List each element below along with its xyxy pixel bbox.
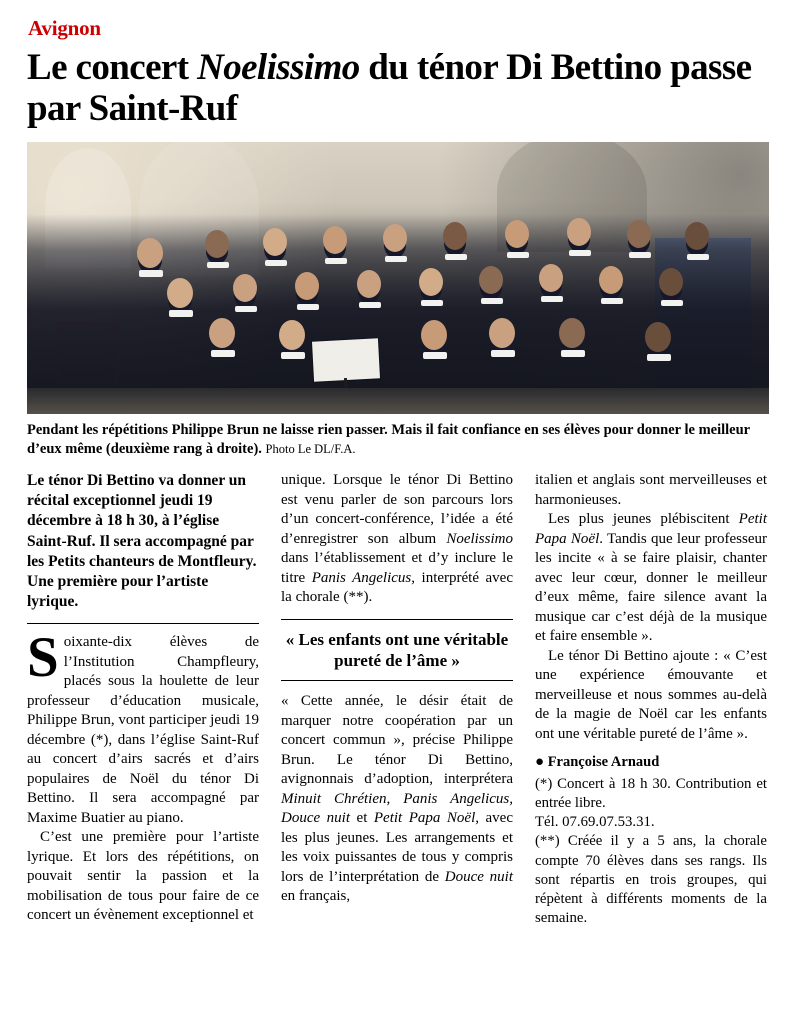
song-title: Petit Papa Noël bbox=[373, 810, 476, 827]
paragraph: italien et anglais sont merveilleuses et harmonieuses. bbox=[535, 472, 767, 508]
paragraph-text: unique. Lorsque le ténor Di Bettino est venu parler de son parcours lors d’un concert-conférence, l’idée a été d’enregistrer son album bbox=[281, 472, 513, 547]
choir-heads bbox=[27, 142, 769, 414]
song-title: Petit Papa Noël bbox=[535, 511, 767, 547]
paragraph-text: « Cette année, le désir était de marquer notre coopération par un concert commun », précise Philippe Brun. Le ténor Di Bettino, avignonnais d’adoption, interprétera bbox=[281, 693, 513, 788]
paragraph bbox=[27, 626, 259, 828]
divider bbox=[27, 623, 259, 624]
photo-credit: Photo Le DL/F.A. bbox=[265, 442, 356, 456]
page-title bbox=[27, 47, 768, 130]
article-body bbox=[27, 471, 769, 928]
paragraph-text: . Tandis que leur professeur les incite « à se faire plaisir, chanter avec leur cœur, donner le meilleur d’eux même, faire silence avant la musique car c’est déjà de la musique et faire ensemble ». bbox=[535, 530, 767, 645]
drop-cap: S bbox=[27, 626, 59, 690]
standfirst: Le ténor Di Bettino va donner un récital exceptionnel jeudi 19 décembre à 18 h 30, à l’église Saint-Ruf. Il sera accompagné par les Petits chanteurs de Montfleury. Une première pour l’artiste lyrique. bbox=[27, 472, 257, 610]
album-title: Noelissimo bbox=[446, 530, 513, 547]
caption-text: Pendant les répétitions Philippe Brun ne laisse rien passer. Mais il fait confiance en ses élèves pour donner le meilleur d’eux même (deuxième rang à droite). bbox=[27, 421, 750, 457]
headline-part-1: Le concert bbox=[27, 47, 198, 88]
paragraph-text: et bbox=[350, 810, 374, 827]
song-titles: Minuit Chrétien, Panis Angelicus, Douce nuit bbox=[281, 790, 513, 827]
byline bbox=[535, 753, 767, 773]
paragraph: Le ténor Di Bettino ajoute : « C’est une expérience émouvante et merveilleuse et nous sommes au-delà de la magie de Noël car les enfants ont une véritable pureté de l’âme ». bbox=[535, 647, 767, 742]
paragraph bbox=[281, 692, 513, 907]
song-title: Panis Angelicus bbox=[311, 569, 412, 586]
paragraph bbox=[535, 510, 767, 647]
footnote: (**) Créée il y a 5 ans, la chorale compte 70 élèves dans ses rangs. Ils sont répartis en trois groupes, qui répètent à différents moments de la semaine. bbox=[535, 833, 767, 927]
paragraph: C’est une première pour l’artiste lyrique. Et lors des répétitions, on pouvait sentir la passion et la mobilisation de tous pour faire de ce concert un évènement exceptionnel et bbox=[27, 829, 259, 924]
paragraph-text: , avec les plus jeunes. Les arrangements et les voix puissantes de tous y compris lors de l’interprétation de bbox=[281, 810, 513, 885]
column-3 bbox=[535, 471, 767, 928]
paragraph-text: Les plus jeunes plébiscitent bbox=[548, 511, 739, 528]
section-kicker: Avignon bbox=[28, 16, 101, 40]
headline-italic-title: Noelissimo bbox=[197, 47, 360, 88]
bullet-icon: ● bbox=[535, 754, 545, 771]
column-1 bbox=[27, 471, 259, 928]
floor-shape bbox=[27, 388, 769, 414]
pull-quote-subhead: « Les enfants ont une véritable pureté de l’âme » bbox=[281, 619, 513, 682]
headline-part-2: du ténor Di Bettino passe par Saint-Ruf bbox=[27, 47, 752, 130]
paragraph-text: , interprété avec la chorale (**). bbox=[281, 569, 514, 606]
footnote: (*) Concert à 18 h 30. Contribution et entrée libre. bbox=[535, 775, 767, 811]
article-photo bbox=[27, 142, 769, 414]
byline-name: Françoise Arnaud bbox=[547, 754, 660, 771]
photo-background bbox=[27, 142, 769, 414]
column-2 bbox=[281, 471, 513, 928]
sheet-music bbox=[312, 338, 380, 381]
paragraph-text: dans l’établissement et d’y inclure le titre bbox=[281, 550, 513, 586]
photo-caption bbox=[27, 421, 769, 459]
paragraph-text: en français, bbox=[281, 888, 351, 905]
paragraph-text: oixante-dix élèves de l’Institution Champfleury, placés sous la houlette de leur professeur d’éducation musicale, Philippe Brun, vont participer jeudi 19 décembre (*), dans l’église Saint-Ruf au concert d’airs sacrés et d’airs populaires de Noël du ténor Di Bettino. Il sera accompagné par Maxime Buatier au piano. bbox=[27, 634, 259, 826]
paragraph bbox=[281, 471, 513, 608]
footnotes bbox=[535, 775, 767, 929]
footnote-phone: Tél. 07.69.07.53.31. bbox=[535, 814, 655, 831]
song-title: Douce nuit bbox=[444, 868, 514, 885]
